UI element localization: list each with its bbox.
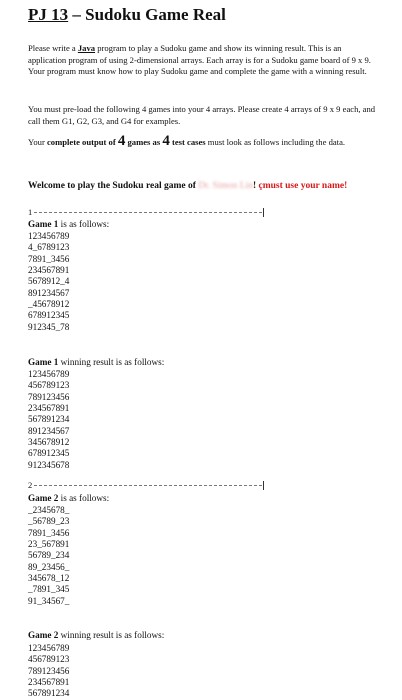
- board-row: 912345678: [28, 459, 70, 470]
- board-row: 4_6789123: [28, 242, 70, 253]
- board-row: _45678912: [28, 299, 70, 310]
- board-row: 567891234: [28, 688, 70, 699]
- board-row: _2345678_: [28, 505, 70, 515]
- game1-result-board: [28, 369, 69, 471]
- game2-result-heading: [28, 630, 164, 640]
- welcome-exclamation: !: [252, 181, 257, 191]
- intro-bold: complete output of: [46, 137, 118, 147]
- board-row: 23_567891: [28, 539, 70, 550]
- separator-end: [263, 208, 264, 217]
- board-row: 234567891: [28, 265, 70, 276]
- intro-paragraph-3: [28, 133, 380, 149]
- board-row: 123456789: [28, 231, 70, 241]
- game1-board: [28, 231, 69, 333]
- heading-text: winning result is as follows:: [58, 630, 165, 640]
- separator-2: [28, 480, 264, 490]
- separator-label: 2: [28, 480, 33, 490]
- board-row: 678912345: [28, 310, 70, 321]
- heading-text: is as follows:: [58, 493, 110, 503]
- page-title: [28, 5, 226, 25]
- board-row: _7891_345: [28, 584, 70, 595]
- board-row: 678912345: [28, 448, 70, 459]
- game-label: Game 1: [28, 219, 59, 229]
- intro-text: must look as follows including the data.: [205, 137, 346, 147]
- game1-result-heading: [28, 357, 164, 367]
- game-label: Game 2: [28, 630, 59, 640]
- board-row: 123456789: [28, 369, 70, 379]
- board-row: _56789_23: [28, 516, 70, 527]
- board-row: 345678912: [28, 437, 70, 448]
- separator-rule: [34, 485, 262, 486]
- separator-label: 1: [28, 207, 33, 217]
- game-label: Game 1: [28, 357, 59, 367]
- board-row: 456789123: [28, 380, 70, 391]
- heading-text: is as follows:: [58, 219, 110, 229]
- game2-board: [28, 505, 69, 607]
- title-code: PJ 13: [28, 5, 69, 24]
- intro-bold: test cases: [169, 137, 206, 147]
- board-row: 345678_12: [28, 573, 70, 584]
- count-games: 4: [117, 133, 126, 149]
- board-row: 89_23456_: [28, 561, 70, 572]
- board-row: 234567891: [28, 403, 70, 414]
- board-row: 7891_3456: [28, 527, 70, 538]
- java-link: Java: [77, 43, 96, 53]
- board-row: 456789123: [28, 654, 70, 665]
- intro-text: Please write a: [28, 43, 78, 53]
- board-row: 789123456: [28, 665, 70, 676]
- intro-paragraph-1: [28, 43, 380, 78]
- game1-heading: [28, 219, 109, 229]
- board-row: 56789_234: [28, 550, 70, 561]
- must-use-name-note: çmust use your name!: [256, 181, 348, 191]
- board-row: 567891234: [28, 414, 70, 425]
- board-row: 7891_3456: [28, 253, 70, 264]
- title-rest: – Sudoku Game Real: [68, 5, 226, 24]
- separator-end: [263, 481, 264, 490]
- heading-text: winning result is as follows:: [58, 357, 165, 367]
- board-row: 234567891: [28, 677, 70, 688]
- game2-heading: [28, 493, 109, 503]
- intro-paragraph-2: You must pre-load the following 4 games into your 4 arrays. Please create 4 arrays of 9 x 9 each, and call them G1, G2, G3, and G4 for examples.: [28, 104, 376, 126]
- separator-1: [28, 207, 264, 217]
- intro-bold: games as: [125, 137, 163, 147]
- game2-result-board: [28, 643, 69, 700]
- intro-text: Your: [28, 137, 47, 147]
- board-row: 91_34567_: [28, 595, 70, 606]
- separator-rule: [34, 212, 262, 213]
- count-test-cases: 4: [162, 133, 170, 149]
- board-row: 789123456: [28, 391, 70, 402]
- welcome-line: [28, 180, 380, 193]
- intro-text: program to play a Sudoku game and show its winning result. This is an application program of using 2-dimensional arrays. Each array is for a Sudoku game board of 9 x 9. Your program must know how to play Sudoku game and complete the game with a winning result.: [28, 43, 371, 76]
- board-row: 891234567: [28, 287, 70, 298]
- welcome-text: Welcome to play the Sudoku real game of: [28, 181, 199, 191]
- game-label: Game 2: [28, 493, 59, 503]
- board-row: 891234567: [28, 425, 70, 436]
- blurred-name: Dr. Simon Lin: [198, 181, 253, 191]
- board-row: 5678912_4: [28, 276, 70, 287]
- board-row: 912345_78: [28, 321, 70, 332]
- board-row: 123456789: [28, 643, 70, 653]
